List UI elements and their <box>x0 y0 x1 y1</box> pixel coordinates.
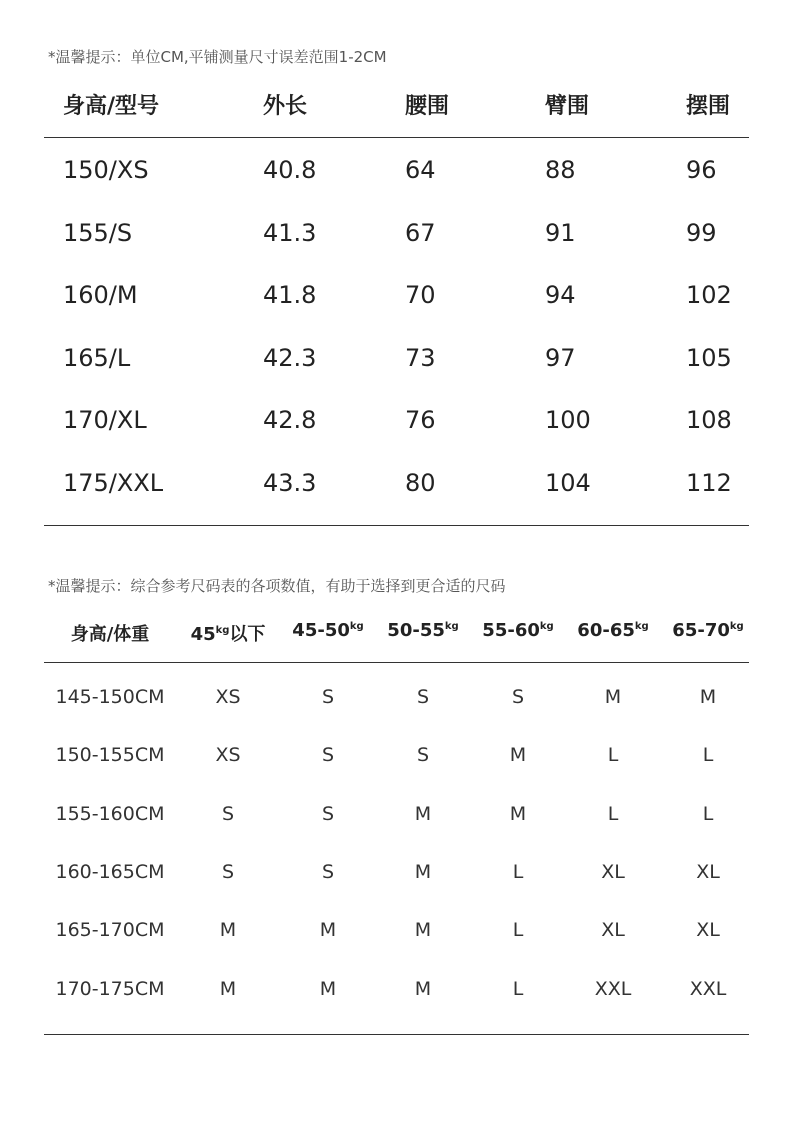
table1-value-cell: 108 <box>686 406 732 435</box>
table2-size-cell: S <box>416 744 430 767</box>
table1-value-cell: 99 <box>686 218 717 247</box>
table2-size-cell: S <box>221 860 235 883</box>
table1-header-cell: 外长 <box>263 94 308 119</box>
table2-size-cell: L <box>607 744 619 767</box>
table1-size-label: 150/XS <box>63 156 149 184</box>
weight-range: 45-50 <box>292 620 350 641</box>
table1-value-cell: 88 <box>545 156 576 184</box>
table2-size-cell: M <box>414 977 432 1000</box>
table2-size-cell: S <box>321 686 335 708</box>
table1-value-cell: 41.8 <box>263 281 317 310</box>
table2-height-label: 170-175CM <box>55 977 165 1000</box>
table1-value-cell: 80 <box>405 469 436 497</box>
table1-header-cell: 摆围 <box>686 94 731 119</box>
table2-size-cell: M <box>219 977 237 1000</box>
table1-value-cell: 97 <box>545 343 576 372</box>
table1-value-cell: 105 <box>686 343 732 372</box>
table1-size-label: 175/XXL <box>63 469 164 497</box>
table2-size-cell: L <box>607 802 619 825</box>
table2-header-divider <box>44 662 749 663</box>
table2-size-cell: M <box>604 686 622 708</box>
weight-suffix: 以下 <box>229 624 266 645</box>
weight-unit: kg <box>729 621 744 632</box>
table1-size-label: 165/L <box>63 343 131 372</box>
table1-value-cell: 94 <box>545 281 576 310</box>
table1-value-cell: 64 <box>405 156 436 184</box>
table2-size-cell: XS <box>215 744 241 767</box>
table1-header-cell: 臂围 <box>545 94 590 119</box>
table2-weight-header <box>577 620 648 641</box>
weight-range: 55-60 <box>482 620 540 641</box>
table2-size-cell: L <box>702 802 714 825</box>
weight-unit: kg <box>215 625 230 636</box>
table1-header-cell: 腰围 <box>405 94 450 119</box>
table2-weight-header <box>672 620 743 641</box>
table1-size-label: 160/M <box>63 281 138 310</box>
table2-size-cell: M <box>414 919 432 942</box>
table2-size-cell: M <box>219 919 237 942</box>
table2-size-cell: S <box>321 860 335 883</box>
table2-size-cell: M <box>509 744 527 767</box>
table1-value-cell: 42.8 <box>263 406 317 435</box>
table1-value-cell: 104 <box>545 469 591 497</box>
reference-note: *温馨提示：综合参考尺码表的各项数值，有助于选择到更合适的尺码 <box>48 577 506 595</box>
table2-size-cell: S <box>321 744 335 767</box>
table2-size-cell: XXL <box>689 977 727 1000</box>
table1-bottom-divider <box>44 525 749 526</box>
table1-value-cell: 43.3 <box>263 469 317 497</box>
table1-size-label: 155/S <box>63 218 133 247</box>
table1-value-cell: 40.8 <box>263 156 317 184</box>
table2-height-label: 165-170CM <box>55 919 165 942</box>
table2-size-cell: M <box>414 860 432 883</box>
table2-size-cell: XS <box>215 686 241 708</box>
table2-size-cell: M <box>319 977 337 1000</box>
weight-range: 45 <box>190 624 216 645</box>
table2-size-cell: XL <box>601 860 625 883</box>
table2-bottom-divider <box>44 1034 749 1035</box>
table2-size-cell: L <box>702 744 714 767</box>
table2-size-cell: XL <box>696 860 720 883</box>
table2-size-cell: S <box>321 802 335 825</box>
table1-value-cell: 112 <box>686 469 732 497</box>
table2-size-cell: S <box>511 686 525 708</box>
table1-value-cell: 96 <box>686 156 717 184</box>
table2-size-cell: M <box>699 686 717 708</box>
table1-value-cell: 41.3 <box>263 218 317 247</box>
table2-size-cell: L <box>512 919 524 942</box>
table1-value-cell: 91 <box>545 218 576 247</box>
table2-size-cell: L <box>512 860 524 883</box>
table2-weight-header <box>191 620 266 646</box>
table2-header-cell: 身高/体重 <box>70 624 150 645</box>
table2-size-cell: XL <box>601 919 625 942</box>
table2-size-cell: XXL <box>594 977 632 1000</box>
table1-value-cell: 73 <box>405 343 436 372</box>
table2-size-cell: XL <box>696 919 720 942</box>
table1-size-label: 170/XL <box>63 406 147 435</box>
table2-weight-header <box>482 620 553 641</box>
weight-range: 65-70 <box>672 620 730 641</box>
table2-weight-header <box>292 620 363 641</box>
table2-size-cell: L <box>512 977 524 1000</box>
weight-unit: kg <box>444 621 459 632</box>
table1-header-divider <box>44 137 749 138</box>
measurement-note: *温馨提示：单位CM,平铺测量尺寸误差范围1-2CM <box>48 48 387 66</box>
table2-size-cell: S <box>221 802 235 825</box>
table1-value-cell: 100 <box>545 406 591 435</box>
table2-weight-header <box>387 620 458 641</box>
table1-value-cell: 67 <box>405 218 436 247</box>
table1-header-cell: 身高/型号 <box>63 94 160 119</box>
table2-size-cell: M <box>414 802 432 825</box>
weight-unit: kg <box>634 621 649 632</box>
table2-height-label: 145-150CM <box>55 686 165 708</box>
table1-value-cell: 76 <box>405 406 436 435</box>
table2-size-cell: M <box>319 919 337 942</box>
table1-value-cell: 42.3 <box>263 343 317 372</box>
table2-height-label: 150-155CM <box>55 744 165 767</box>
table2-size-cell: S <box>416 686 430 708</box>
weight-unit: kg <box>539 621 554 632</box>
table2-height-label: 155-160CM <box>55 802 165 825</box>
table2-height-label: 160-165CM <box>55 860 165 883</box>
table1-value-cell: 70 <box>405 281 436 310</box>
table2-size-cell: M <box>509 802 527 825</box>
weight-unit: kg <box>349 621 364 632</box>
weight-range: 60-65 <box>577 620 635 641</box>
table1-value-cell: 102 <box>686 281 732 310</box>
weight-range: 50-55 <box>387 620 445 641</box>
